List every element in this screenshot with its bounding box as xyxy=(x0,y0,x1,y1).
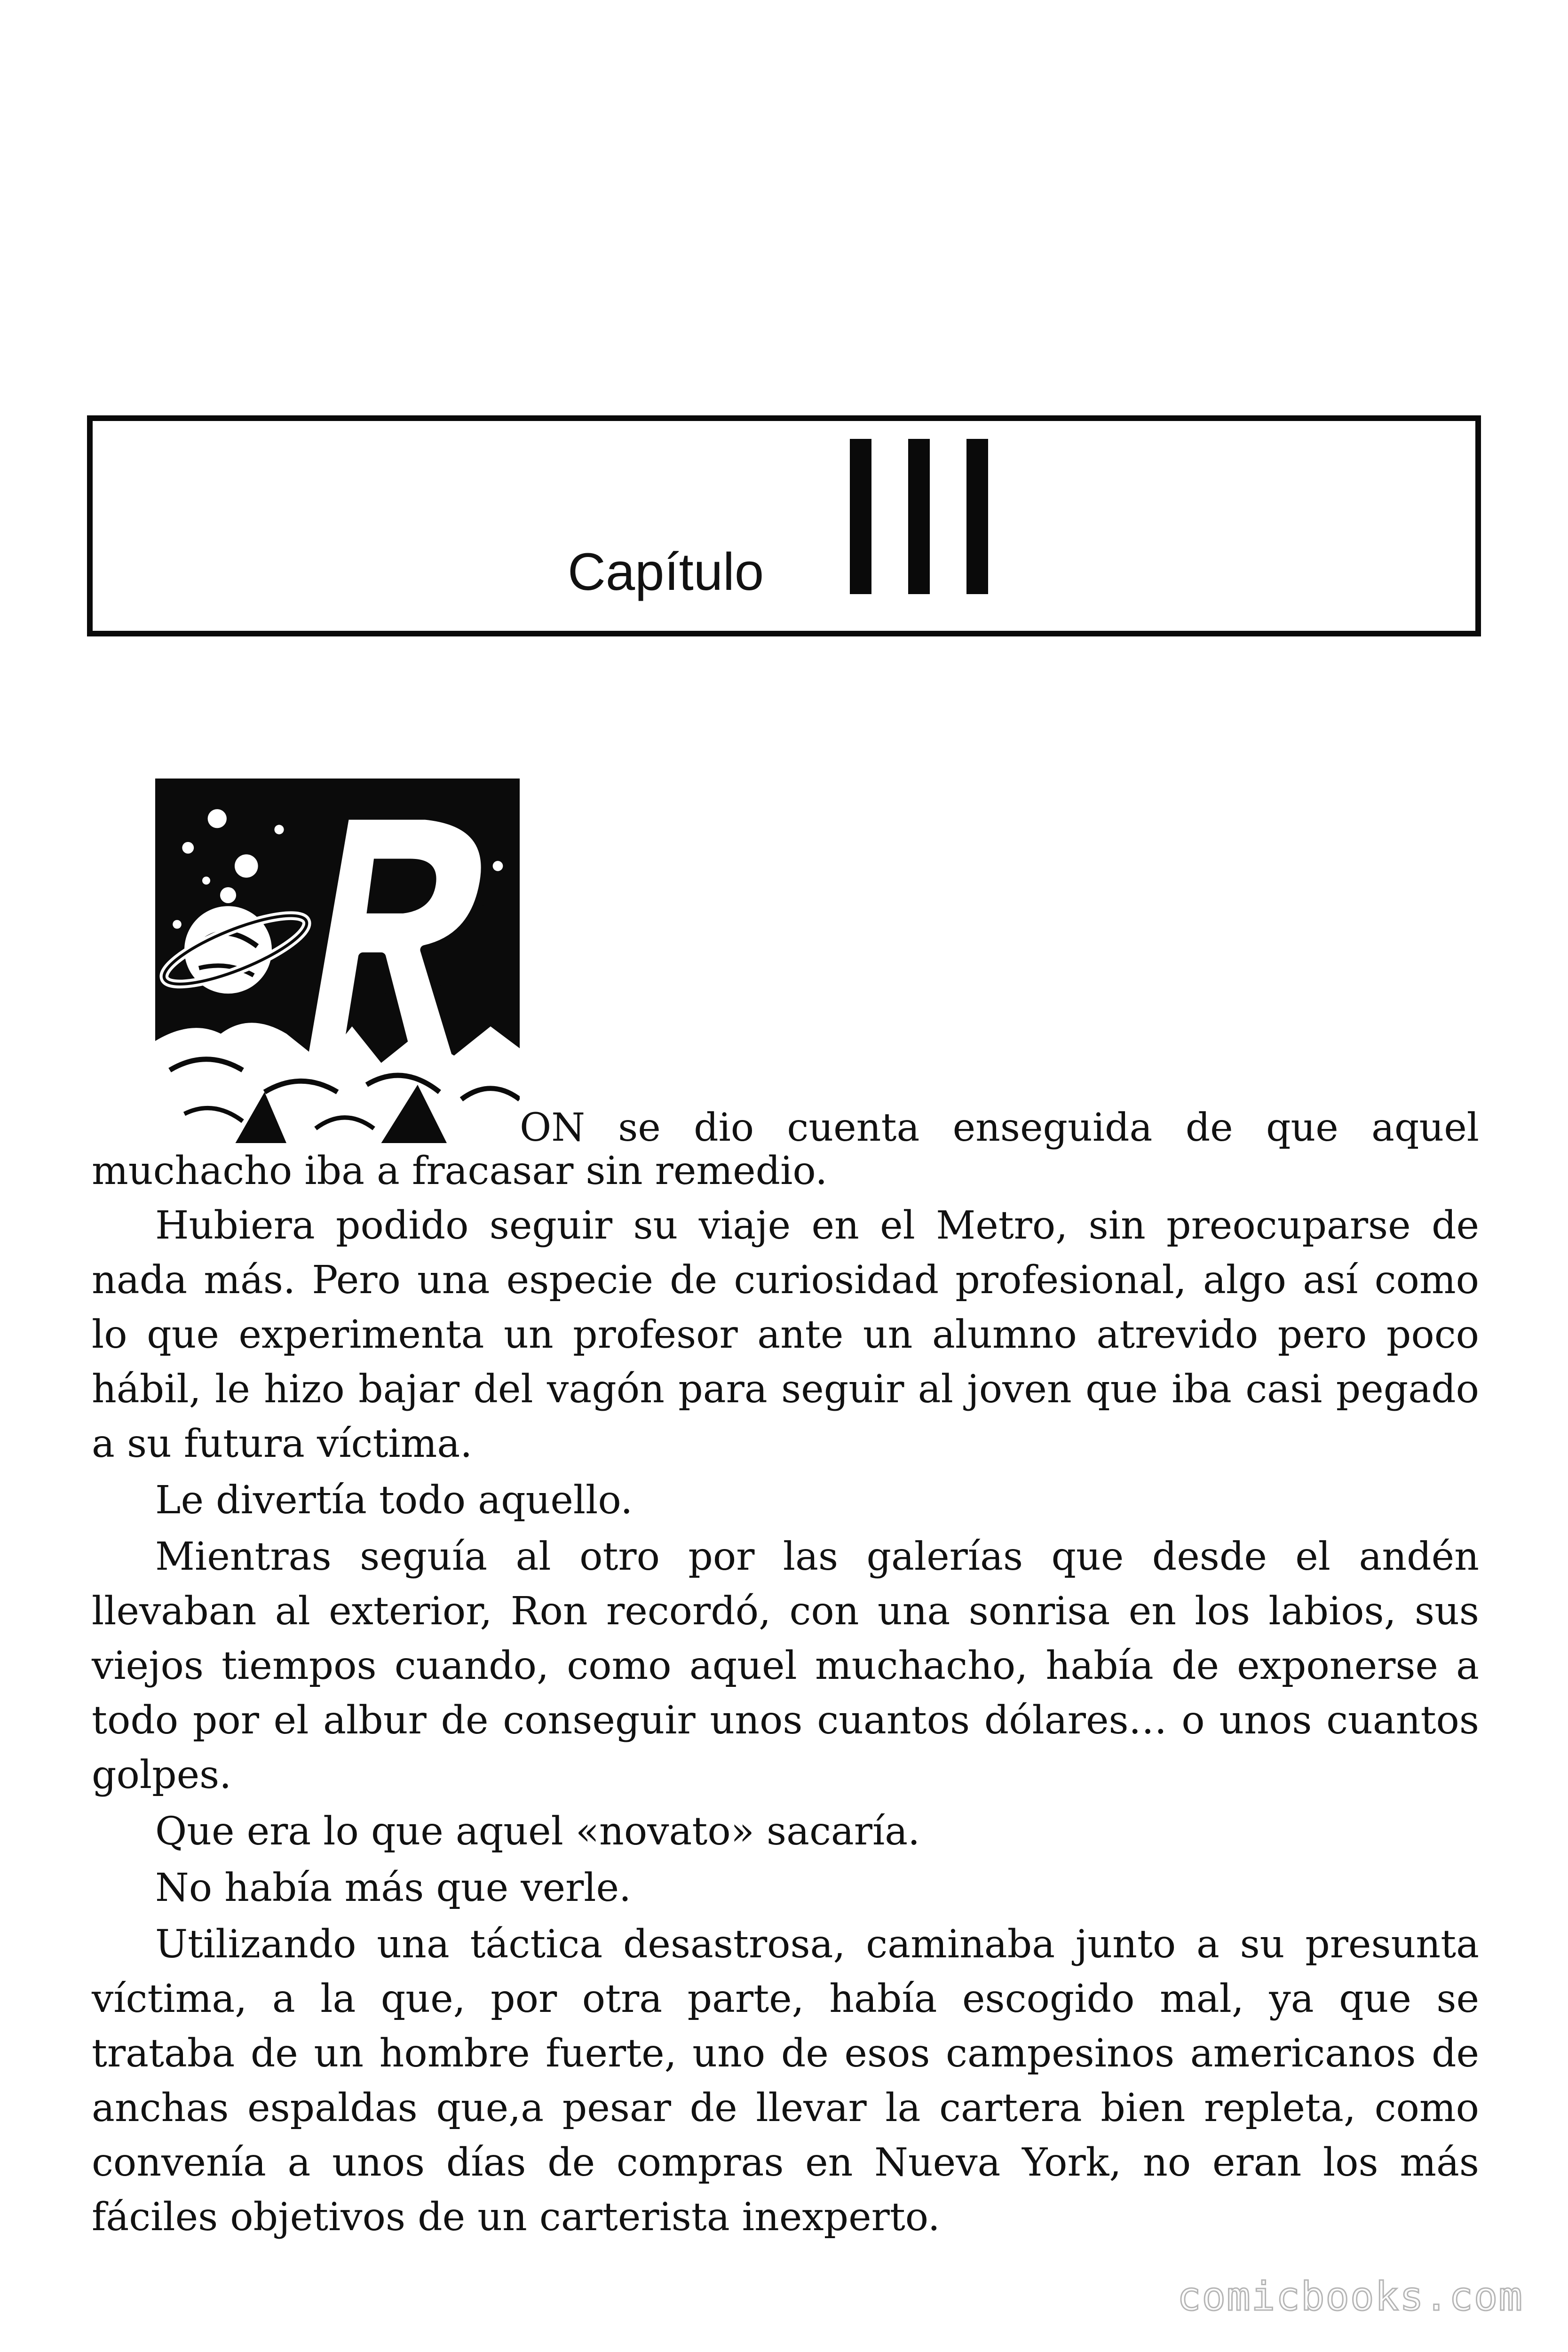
numeral-stroke xyxy=(966,439,988,594)
numeral-stroke xyxy=(908,439,930,594)
chapter-numeral xyxy=(850,439,988,594)
chapter-label: Capítulo xyxy=(568,542,764,601)
paragraph: Mientras seguía al otro por las galerías que desde el andén llevaban al exterior, Ron recordó, con una sonrisa en los labios, sus viejos tiempos cuando, como aquel muchacho, había de exponerse a todo por el albur de conseguir unos cuantos dólares… o unos cuantos golpes. xyxy=(92,1534,1479,1797)
planet-stars-landscape-icon xyxy=(155,779,520,1143)
body-text xyxy=(92,1199,1479,2245)
paragraph: Que era lo que aquel «novato» sacaría. xyxy=(155,1809,920,1854)
chapter-header-box xyxy=(87,415,1481,636)
paragraph: No había más que verle. xyxy=(155,1866,632,1910)
dropcap-illustration xyxy=(155,779,520,1143)
opening-first-line: ON se dio cuenta enseguida de que aquel xyxy=(520,1105,1479,1150)
paragraph: Utilizando una táctica desastrosa, caminaba junto a su presunta víctima, a la que, por otra parte, había escogido mal, ya que se trataba de un hombre fuerte, uno de esos campesinos americanos de anchas espaldas que,a pesar de llevar la cartera bien repleta, como convenía a unos días de compras en Nueva York, no eran los más fáciles objetivos de un carterista inexperto. xyxy=(92,1922,1479,2240)
paragraph: Hubiera podido seguir su viaje en el Metro, sin preocuparse de nada más. Pero una especie de curiosidad profesional, algo así como lo que experimenta un profesor ante un alumno atrevido pero poco hábil, le hizo bajar del vagón para seguir al joven que iba casi pegado a su futura víctima. xyxy=(92,1203,1479,1466)
watermark: comicbooks.com xyxy=(1177,2273,1523,2320)
opening-continuation: muchacho iba a fracasar sin remedio. xyxy=(92,1149,828,1193)
paragraph: Le divertía todo aquello. xyxy=(155,1478,633,1523)
numeral-stroke xyxy=(850,439,871,594)
